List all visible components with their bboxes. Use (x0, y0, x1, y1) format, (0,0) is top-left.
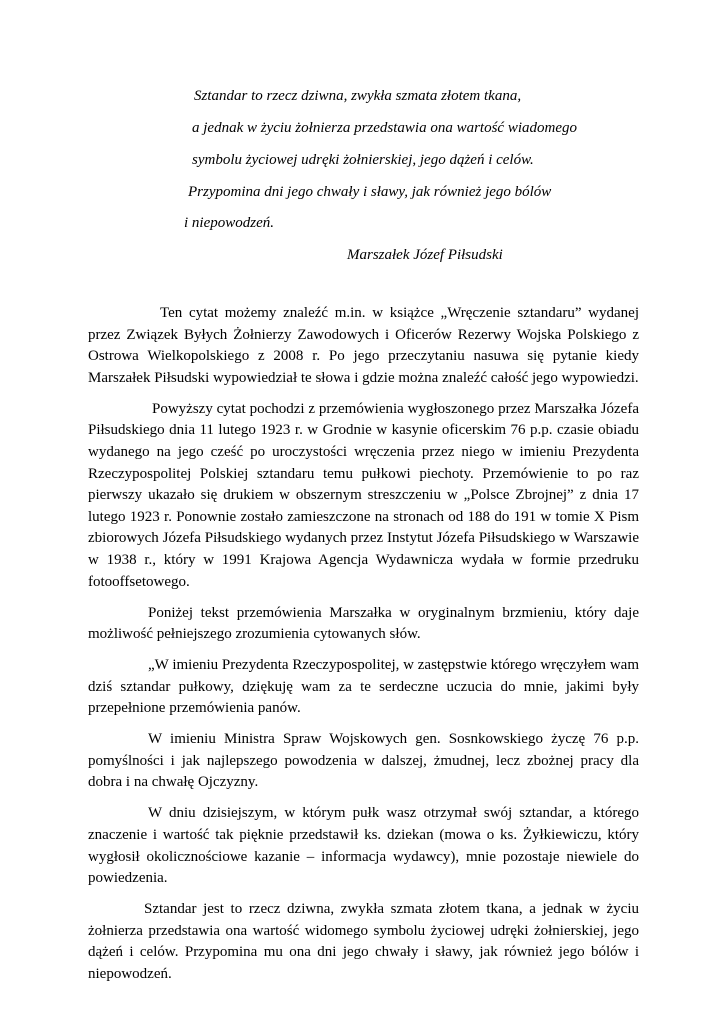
epigraph-line: Sztandar to rzecz dziwna, zwykła szmata złotem tkana, (194, 88, 522, 104)
paragraph: Ten cytat możemy znaleźć m.in. w książce „Wręczenie sztandaru” wydanej przez Związek Byłych Żołnierzy Zawodowych i Oficerów Rezerwy Wojska Polskiego z Ostrowa Wielkopolskiego z 2008 r. Po jego przeczytaniu nasuwa się pytanie kiedy Marszałek Piłsudski wypowiedział te słowa i gdzie można znaleźć całość jego wypowiedzi. (88, 305, 639, 386)
epigraph-line: a jednak w życiu żołnierza przedstawia ona wartość wiadomego (192, 120, 577, 136)
epigraph-author: Marszałek Józef Piłsudski (347, 247, 503, 263)
epigraph-line: Przypomina dni jego chwały i sławy, jak również jego bólów (188, 184, 552, 200)
paragraph: W dniu dzisiejszym, w którym pułk wasz otrzymał swój sztandar, a którego znaczenie i wartość tak pięknie przedstawił ks. dziekan (mowa o ks. Żyłkiewiczu, który wygłosił okolicznościowe kazanie – informacja wydawcy), mnie pozostaje niewiele do powiedzenia. (88, 805, 639, 887)
epigraph-line: i niepowodzeń. (184, 215, 274, 231)
epigraph-line: symbolu życiowej udręki żołnierskiej, jego dążeń i celów. (192, 152, 534, 168)
paragraph: W imieniu Ministra Spraw Wojskowych gen. Sosnkowskiego życzę 76 p.p. pomyślności i jak najlepszego powodzenia w dalszej, żmudnej, lecz zbożnej pracy dla dobra i na chwałę Ojczyzny. (88, 731, 639, 791)
paragraph: Sztandar jest to rzecz dziwna, zwykła szmata złotem tkana, a jednak w życiu żołnierza przedstawia ona wartość widomego symbolu życiowej udręki żołnierskiej, jego dążeń i celów. Przypomina mu ona dni jego chwały i sławy, jak również jego bólów i niepowodzeń. (88, 901, 639, 982)
paragraph: „W imieniu Prezydenta Rzeczypospolitej, w zastępstwie którego wręczyłem wam dziś sztandar pułkowy, dziękuję wam za te serdeczne uczucia do mnie, jakimi były przepełnione przemówienia panów. (88, 657, 639, 717)
article-body (88, 303, 639, 995)
paragraph: Powyższy cytat pochodzi z przemówienia wygłoszonego przez Marszałka Józefa Piłsudskiego dnia 11 lutego 1923 r. w Grodnie w kasynie oficerskim 76 p.p. czasie obiadu wydanego na jego cześć po uroczystości wręczenia przez niego w imieniu Prezydenta Rzeczypospolitej Polskiej sztandaru temu pułkowi piechoty. Przemówienie to po raz pierwszy ukazało się drukiem w obszernym streszczeniu w „Polsce Zbrojnej” z dnia 17 lutego 1923 r. Ponownie zostało zamieszczone na stronach od 188 do 191 w tomie X Pism zbiorowych Józefa Piłsudskiego wydanych przez Instytut Józefa Piłsudskiego w Warszawie w 1938 r., który w 1991 Krajowa Agencja Wydawnicza wydała w formie przedruku fotooffsetowego. (88, 400, 639, 590)
paragraph: Poniżej tekst przemówienia Marszałka w oryginalnym brzmieniu, który daje możliwość pełniejszego zrozumienia cytowanych słów. (88, 604, 639, 643)
